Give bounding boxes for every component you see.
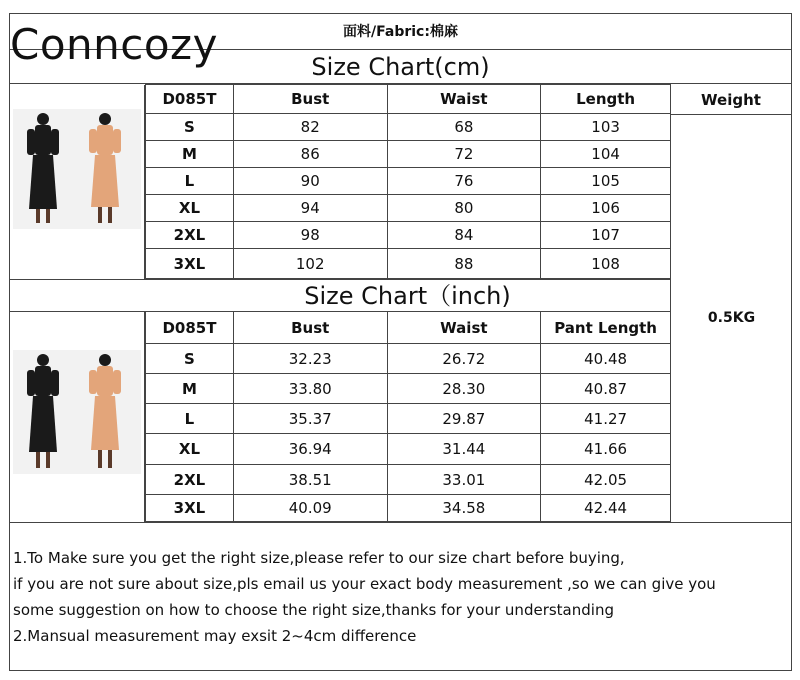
brand-watermark: Conncozy [10, 20, 218, 69]
size-notes [10, 522, 791, 671]
waist-cell: 80 [387, 195, 541, 222]
cm-col-length: Length [541, 85, 671, 114]
length-cell: 105 [541, 168, 671, 195]
cm-col-style: D085T [146, 85, 234, 114]
length-cell: 42.44 [541, 495, 671, 522]
length-cell: 108 [541, 249, 671, 279]
table-row [146, 168, 671, 195]
size-cell: XL [146, 195, 234, 222]
table-row [146, 195, 671, 222]
length-cell: 106 [541, 195, 671, 222]
inch-col-pant-length: Pant Length [541, 312, 671, 344]
table-row [146, 141, 671, 168]
length-cell: 103 [541, 114, 671, 141]
size-cell: S [146, 114, 234, 141]
note-line: 1.To Make sure you get the right size,please refer to our size chart before buying, [13, 549, 625, 567]
note-line: some suggestion on how to choose the right size,thanks for your understanding [13, 601, 614, 619]
cm-header-row [146, 85, 671, 114]
cm-col-bust: Bust [233, 85, 387, 114]
bust-cell: 94 [233, 195, 387, 222]
note-line: 2.Mansual measurement may exsit 2~4cm difference [13, 627, 417, 645]
size-cell: 2XL [146, 222, 234, 249]
inch-col-waist: Waist [387, 312, 541, 344]
waist-cell: 31.44 [387, 434, 541, 465]
length-cell: 104 [541, 141, 671, 168]
bust-cell: 38.51 [233, 465, 387, 495]
inch-col-bust: Bust [233, 312, 387, 344]
table-row [146, 344, 671, 374]
table-row [146, 249, 671, 279]
waist-cell: 34.58 [387, 495, 541, 522]
waist-cell: 33.01 [387, 465, 541, 495]
inch-size-table [145, 311, 671, 522]
size-cell: 2XL [146, 465, 234, 495]
waist-cell: 76 [387, 168, 541, 195]
table-row [146, 404, 671, 434]
model-figures-image [13, 350, 141, 474]
bust-cell: 32.23 [233, 344, 387, 374]
table-row [146, 465, 671, 495]
bust-cell: 86 [233, 141, 387, 168]
length-cell: 40.48 [541, 344, 671, 374]
inch-model-photo-cell [10, 312, 145, 522]
model-figures-image [13, 109, 141, 229]
inch-col-style: D085T [146, 312, 234, 344]
size-cell: S [146, 344, 234, 374]
table-row [146, 222, 671, 249]
bust-cell: 98 [233, 222, 387, 249]
bust-cell: 35.37 [233, 404, 387, 434]
bust-cell: 36.94 [233, 434, 387, 465]
inch-header-row [146, 312, 671, 344]
weight-header: Weight [671, 85, 791, 115]
inch-chart-title: Size Chart（inch) [304, 282, 511, 310]
cm-model-photo [13, 109, 141, 229]
size-cell: XL [146, 434, 234, 465]
note-line: if you are not sure about size,pls email us your exact body measurement ,so we can give you [13, 575, 716, 593]
bust-cell: 40.09 [233, 495, 387, 522]
waist-cell: 29.87 [387, 404, 541, 434]
waist-cell: 88 [387, 249, 541, 279]
size-chart-sheet [9, 13, 792, 671]
fabric-label: 面料/Fabric:棉麻 [10, 14, 791, 50]
size-cell: L [146, 168, 234, 195]
length-cell: 40.87 [541, 374, 671, 404]
weight-value: 0.5KG [707, 310, 756, 326]
length-cell: 41.27 [541, 404, 671, 434]
waist-cell: 84 [387, 222, 541, 249]
table-row [146, 374, 671, 404]
weight-column [670, 85, 791, 522]
table-row [146, 114, 671, 141]
waist-cell: 28.30 [387, 374, 541, 404]
bust-cell: 82 [233, 114, 387, 141]
length-cell: 42.05 [541, 465, 671, 495]
size-cell: 3XL [146, 495, 234, 522]
size-cell: 3XL [146, 249, 234, 279]
bust-cell: 90 [233, 168, 387, 195]
bust-cell: 33.80 [233, 374, 387, 404]
cm-col-waist: Waist [387, 85, 541, 114]
length-cell: 107 [541, 222, 671, 249]
inch-model-photo [13, 350, 141, 474]
cm-size-table [145, 84, 671, 279]
size-cell: M [146, 141, 234, 168]
waist-cell: 72 [387, 141, 541, 168]
table-row [146, 495, 671, 522]
waist-cell: 68 [387, 114, 541, 141]
bust-cell: 102 [233, 249, 387, 279]
length-cell: 41.66 [541, 434, 671, 465]
waist-cell: 26.72 [387, 344, 541, 374]
cm-model-photo-cell [10, 85, 145, 279]
size-cell: L [146, 404, 234, 434]
cm-chart-title: Size Chart(cm) [10, 51, 791, 84]
size-cell: M [146, 374, 234, 404]
table-row [146, 434, 671, 465]
